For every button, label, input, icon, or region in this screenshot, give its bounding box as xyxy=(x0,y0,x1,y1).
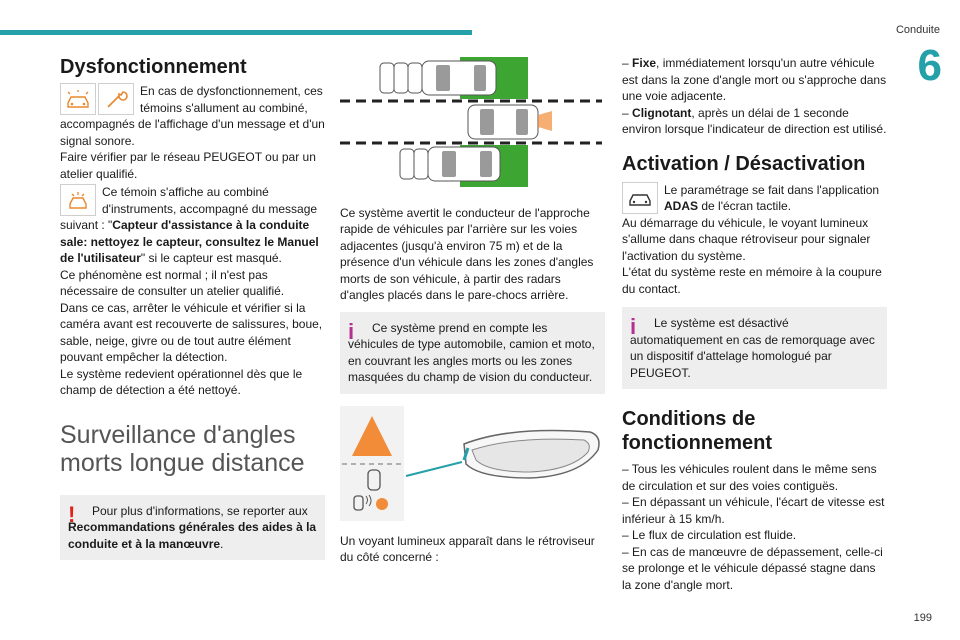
mirror-light-text: Un voyant lumineux apparaît dans le rétroviseur du côté concerné : xyxy=(340,533,595,564)
sensor-message-bold: Capteur d'assistance à la conduite sale: nettoyez le capteur, consultez le Manuel de l'utilisateur xyxy=(60,218,319,265)
column-3 xyxy=(622,55,887,593)
malfunction-text-cont: accompagnés de l'affichage d'un message et d'un signal sonore. xyxy=(60,117,325,148)
page-number: 199 xyxy=(913,612,932,624)
column-1 xyxy=(60,55,325,560)
warning-mark-icon: ! xyxy=(68,501,76,527)
sensor-message xyxy=(60,217,325,267)
info-text-towing xyxy=(630,315,879,381)
radar-sensor-icon xyxy=(60,184,96,216)
item-fixe-dash: – xyxy=(622,56,629,70)
item-clignotant xyxy=(622,105,887,138)
section-title-conditions: Conditions de fonctionnement xyxy=(622,408,772,454)
warning-text-bold: Recommandations générales des aides à la conduite et à la manœuvre xyxy=(68,520,317,551)
info-note-vehicles xyxy=(340,312,605,394)
condition-item: – En cas de manœuvre de dépassement, celle-ci se prolonge et le véhicule dépassé stagne dans la zone d'angle mort. xyxy=(622,544,883,592)
condition-item: – En dépassant un véhicule, l'écart de vitesse est inférieur à 15 km/h. xyxy=(622,495,885,526)
sensor-message-tail: " si le capteur est masqué. xyxy=(140,251,282,265)
warning-note xyxy=(60,495,325,561)
info-text-vehicles xyxy=(348,320,597,386)
condition-item: – Le flux de circulation est fluide. xyxy=(622,528,797,542)
info-mark-icon-2: i xyxy=(630,314,637,339)
section-title-dysfonctionnement: Dysfonctionnement xyxy=(60,56,247,78)
section-title-activation: Activation / Désactivation xyxy=(622,152,866,175)
normal-phenomenon-text: Ce phénomène est normal ; il n'est pas nécessaire de consulter un atelier qualifié. xyxy=(60,267,285,298)
activation-memory-text: L'état du système reste en mémoire à la coupure du contact. xyxy=(622,265,882,296)
item-clignotant-bold: Clignotant xyxy=(632,105,692,120)
item-clignotant-text: , après un délai de 1 seconde environ lorsque l'indicateur de direction est utilisé. xyxy=(622,105,887,136)
adas-text-tail: de l'écran tactile. xyxy=(698,199,792,213)
header-title: Conduite xyxy=(895,24,940,36)
item-fixe-bold: Fixe xyxy=(632,56,657,70)
info-mark-icon: i xyxy=(348,318,355,344)
header-accent-bar xyxy=(0,30,472,35)
system-description: Ce système avertit le conducteur de l'approche rapide de véhicules par l'arrière sur les voies adjacentes (jusqu'à environ 75 m) et de la présence d'un véhicule dans les zones d'angles morts de son véhicule, à partir des radars d'angles placés dans le pare-chocs arrière. xyxy=(340,205,594,302)
warning-text xyxy=(68,503,317,553)
adas-text-bold: ADAS xyxy=(664,199,699,213)
sensor-text: Ce témoin s'affiche au combiné d'instruments, accompagné du message xyxy=(102,185,318,216)
adas-text xyxy=(660,182,887,215)
info-text-towing-body: Le système est désactivé automatiquement en cas de remorquage avec un dispositif d'attelage homologué par PEUGEOT. xyxy=(630,316,875,380)
blind-spot-illustration xyxy=(340,55,602,195)
adas-icon-row xyxy=(622,182,887,215)
condition-item: – Tous les véhicules roulent dans le même sens de circulation et sur des voies contiguës. xyxy=(622,462,877,493)
info-text-vehicles-body: Ce système prend en compte les véhicules de type automobile, camion et moto, en couvrant les angles morts ou les zones masquées du champ de vision du conducteur. xyxy=(348,320,595,384)
check-camera-text: Dans ce cas, arrêter le véhicule et vérifier si la caméra avant est recouverte de salissures, boue, sable, neige, givre ou de tout autre élément pouvant empêcher la détection. xyxy=(60,300,323,364)
column-2 xyxy=(340,55,605,566)
malfunction-icons-row xyxy=(60,83,325,116)
adas-text-lead: Le paramétrage se fait dans l'application xyxy=(664,182,880,197)
sensor-icon-row xyxy=(60,184,325,217)
item-fixe-text: , immédiatement lorsqu'un autre véhicule est dans la zone d'angle mort ou s'approche dans une voie adjacente. xyxy=(622,56,887,103)
item-clignotant-dash: – xyxy=(622,105,629,120)
chapter-number: 6 xyxy=(917,41,942,90)
mirror-illustration xyxy=(340,406,602,521)
system-operational-text: Le système redevient opérationnel dès que le champ de détection a été nettoyé. xyxy=(60,366,303,397)
section-title-surveillance: Surveillance d'angles morts longue distance xyxy=(60,420,305,477)
malfunction-advice: Faire vérifier par le réseau PEUGEOT ou par un atelier qualifié. xyxy=(60,150,316,181)
warning-text-tail: . xyxy=(220,536,224,551)
warning-text-lead: Pour plus d'informations, se reporter aux xyxy=(92,503,308,518)
item-fixe xyxy=(622,55,887,105)
warning-car-icon xyxy=(60,83,96,115)
activation-startup-text: Au démarrage du véhicule, le voyant lumineux s'allume dans chaque rétroviseur pour signaler l'activation du système. xyxy=(622,215,871,263)
malfunction-text: En cas de dysfonctionnement, ces témoins s'allument au combiné, xyxy=(140,84,323,115)
car-icon xyxy=(622,182,658,214)
sensor-message-lead: suivant : " xyxy=(60,218,113,232)
info-note-towing xyxy=(622,307,887,389)
wrench-icon xyxy=(98,83,134,115)
